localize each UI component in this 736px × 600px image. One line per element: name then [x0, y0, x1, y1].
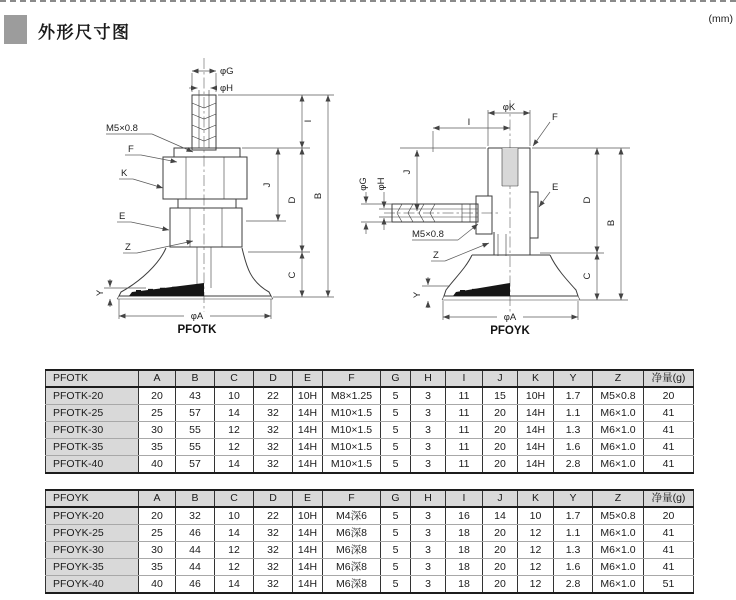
- value-cell: 5: [381, 439, 411, 456]
- value-cell: M8×1.25: [323, 387, 381, 405]
- pfotk-dim-c: C: [287, 271, 298, 279]
- pfotk-dim-phi-g: φG: [220, 66, 234, 77]
- value-cell: 14H: [293, 525, 323, 542]
- value-cell: 11: [446, 387, 483, 405]
- pfotk-dim-y: Y: [95, 289, 106, 297]
- value-cell: 32: [254, 542, 293, 559]
- value-cell: 40: [139, 576, 176, 594]
- page-title: 外形尺寸图: [38, 23, 131, 42]
- value-cell: M6深8: [323, 576, 381, 594]
- table-header-cell: J: [483, 370, 518, 387]
- model-cell: PFOYK-35: [46, 559, 139, 576]
- table-row: [46, 507, 694, 525]
- value-cell: M6×1.0: [593, 525, 644, 542]
- value-cell: 5: [381, 387, 411, 405]
- value-cell: 14H: [518, 405, 554, 422]
- value-cell: 14H: [293, 439, 323, 456]
- value-cell: 44: [176, 542, 215, 559]
- value-cell: 12: [215, 422, 254, 439]
- value-cell: 44: [176, 559, 215, 576]
- table-header-cell: Y: [554, 370, 593, 387]
- value-cell: 14: [215, 405, 254, 422]
- value-cell: 20: [483, 576, 518, 594]
- value-cell: 55: [176, 422, 215, 439]
- value-cell: M6深8: [323, 559, 381, 576]
- value-cell: 2.8: [554, 576, 593, 594]
- table-header-cell: PFOYK: [46, 490, 139, 507]
- pfotk-washer: [174, 148, 240, 157]
- value-cell: 20: [644, 507, 694, 525]
- value-cell: 41: [644, 439, 694, 456]
- value-cell: M6深8: [323, 525, 381, 542]
- pfoyk-label-f: F: [552, 112, 558, 123]
- value-cell: 5: [381, 542, 411, 559]
- table-header-cell: H: [411, 370, 446, 387]
- value-cell: 14H: [518, 456, 554, 474]
- table-header-cell: 净量(g): [644, 370, 694, 387]
- value-cell: 30: [139, 422, 176, 439]
- value-cell: 3: [411, 576, 446, 594]
- pfoyk-dim-c: C: [582, 272, 593, 280]
- pfotk-dim-d: D: [287, 196, 298, 204]
- value-cell: 3: [411, 559, 446, 576]
- value-cell: 22: [254, 387, 293, 405]
- pfotk-dim-i: I: [303, 119, 314, 123]
- table-header-cell: C: [215, 490, 254, 507]
- value-cell: 14H: [293, 405, 323, 422]
- value-cell: 1.6: [554, 439, 593, 456]
- table-header-cell: Y: [554, 490, 593, 507]
- value-cell: M6深8: [323, 542, 381, 559]
- dimension-drawings: [0, 50, 736, 362]
- value-cell: 1.6: [554, 559, 593, 576]
- value-cell: 32: [254, 456, 293, 474]
- pfoyk-caption: PFOYK: [490, 325, 530, 337]
- table-header-cell: F: [323, 370, 381, 387]
- value-cell: 46: [176, 576, 215, 594]
- value-cell: M6×1.0: [593, 542, 644, 559]
- value-cell: 3: [411, 507, 446, 525]
- value-cell: 20: [483, 525, 518, 542]
- table-row: [46, 456, 694, 474]
- value-cell: 14: [215, 456, 254, 474]
- table-header-row: [46, 490, 694, 507]
- value-cell: 1.7: [554, 507, 593, 525]
- value-cell: 5: [381, 405, 411, 422]
- table-header-cell: B: [176, 490, 215, 507]
- value-cell: 35: [139, 559, 176, 576]
- value-cell: 20: [483, 422, 518, 439]
- model-cell: PFOYK-30: [46, 542, 139, 559]
- pfoyk-dim-y: Y: [412, 291, 423, 299]
- value-cell: 14H: [293, 576, 323, 594]
- table-header-row: [46, 370, 694, 387]
- value-cell: 12: [518, 542, 554, 559]
- value-cell: 20: [483, 405, 518, 422]
- value-cell: 5: [381, 456, 411, 474]
- value-cell: 12: [518, 559, 554, 576]
- value-cell: 41: [644, 405, 694, 422]
- value-cell: 3: [411, 525, 446, 542]
- value-cell: 3: [411, 387, 446, 405]
- value-cell: 10H: [518, 387, 554, 405]
- pfotk-thread-label: M5×0.8: [106, 123, 138, 134]
- value-cell: 12: [518, 525, 554, 542]
- value-cell: 1.3: [554, 422, 593, 439]
- pfoyk-dim-phi-a: φA: [503, 312, 517, 323]
- value-cell: 5: [381, 525, 411, 542]
- value-cell: 30: [139, 542, 176, 559]
- value-cell: 41: [644, 525, 694, 542]
- pfoyk-label-z: Z: [433, 250, 439, 261]
- value-cell: 20: [483, 559, 518, 576]
- value-cell: 10H: [293, 507, 323, 525]
- table-header-cell: F: [323, 490, 381, 507]
- value-cell: 12: [215, 542, 254, 559]
- value-cell: 10: [518, 507, 554, 525]
- value-cell: 32: [254, 439, 293, 456]
- value-cell: M6×1.0: [593, 439, 644, 456]
- pfoyk-dim-phi-k: φK: [502, 102, 516, 113]
- value-cell: 22: [254, 507, 293, 525]
- pfotk-label-f: F: [128, 144, 134, 155]
- value-cell: 32: [254, 422, 293, 439]
- value-cell: 15: [483, 387, 518, 405]
- model-cell: PFOYK-25: [46, 525, 139, 542]
- pfoyk-thread-label: M5×0.8: [412, 229, 444, 240]
- value-cell: M6×1.0: [593, 559, 644, 576]
- pfotk-label-k: K: [121, 168, 128, 179]
- value-cell: 5: [381, 559, 411, 576]
- table-row: [46, 439, 694, 456]
- pfoyk-spec-table: [45, 489, 694, 594]
- value-cell: 3: [411, 542, 446, 559]
- value-cell: 20: [139, 387, 176, 405]
- table-header-cell: A: [139, 370, 176, 387]
- value-cell: 5: [381, 507, 411, 525]
- value-cell: 1.1: [554, 525, 593, 542]
- value-cell: 41: [644, 542, 694, 559]
- pfoyk-suction-cup: [444, 255, 578, 296]
- value-cell: 25: [139, 525, 176, 542]
- model-cell: PFOYK-20: [46, 507, 139, 525]
- value-cell: 20: [139, 507, 176, 525]
- table-header-cell: G: [381, 370, 411, 387]
- value-cell: 40: [139, 456, 176, 474]
- value-cell: 46: [176, 525, 215, 542]
- model-cell: PFOTK-35: [46, 439, 139, 456]
- table-header-cell: J: [483, 490, 518, 507]
- value-cell: 1.7: [554, 387, 593, 405]
- value-cell: 12: [215, 439, 254, 456]
- value-cell: 14H: [293, 422, 323, 439]
- table-header-cell: 净量(g): [644, 490, 694, 507]
- value-cell: 11: [446, 439, 483, 456]
- table-row: [46, 559, 694, 576]
- value-cell: 12: [215, 559, 254, 576]
- value-cell: 18: [446, 525, 483, 542]
- table-header-cell: G: [381, 490, 411, 507]
- value-cell: 16: [446, 507, 483, 525]
- table-header-cell: E: [293, 490, 323, 507]
- value-cell: 3: [411, 405, 446, 422]
- value-cell: 2.8: [554, 456, 593, 474]
- value-cell: M6×1.0: [593, 456, 644, 474]
- table-header-cell: K: [518, 370, 554, 387]
- table-row: [46, 542, 694, 559]
- value-cell: M6×1.0: [593, 422, 644, 439]
- table-header-cell: K: [518, 490, 554, 507]
- pfoyk-dim-d: D: [582, 196, 593, 204]
- table-header-cell: C: [215, 370, 254, 387]
- pfotk-section-fill: [129, 283, 204, 296]
- page-top-perforation: [0, 0, 736, 2]
- pfoyk-dim-j: J: [402, 169, 413, 175]
- table-header-cell: I: [446, 490, 483, 507]
- pfotk-dim-j: J: [262, 182, 273, 188]
- value-cell: 14H: [293, 559, 323, 576]
- value-cell: 1.1: [554, 405, 593, 422]
- value-cell: M5×0.8: [593, 387, 644, 405]
- table-header-cell: PFOTK: [46, 370, 139, 387]
- table-row: [46, 405, 694, 422]
- value-cell: 57: [176, 456, 215, 474]
- value-cell: M6×1.0: [593, 405, 644, 422]
- value-cell: 14: [215, 576, 254, 594]
- value-cell: M10×1.5: [323, 405, 381, 422]
- value-cell: 25: [139, 405, 176, 422]
- value-cell: 10: [215, 507, 254, 525]
- value-cell: 18: [446, 559, 483, 576]
- value-cell: M4深6: [323, 507, 381, 525]
- pfotk-spec-table: [45, 369, 694, 474]
- pfoyk-dim-b: B: [606, 219, 617, 227]
- value-cell: 14H: [518, 422, 554, 439]
- value-cell: 32: [254, 576, 293, 594]
- value-cell: 32: [254, 559, 293, 576]
- value-cell: 41: [644, 422, 694, 439]
- value-cell: 32: [254, 405, 293, 422]
- table-header-cell: B: [176, 370, 215, 387]
- pfotk-hex-nut: [163, 157, 247, 199]
- value-cell: 20: [483, 456, 518, 474]
- pfoyk-label-e: E: [552, 182, 559, 193]
- value-cell: 18: [446, 576, 483, 594]
- table-header-cell: Z: [593, 490, 644, 507]
- pfoyk-dim-phi-g: φG: [358, 177, 369, 191]
- pfotk-dim-b: B: [313, 192, 324, 200]
- value-cell: 5: [381, 576, 411, 594]
- value-cell: 51: [644, 576, 694, 594]
- model-cell: PFOTK-30: [46, 422, 139, 439]
- section-marker-square: [4, 15, 27, 44]
- value-cell: 20: [644, 387, 694, 405]
- value-cell: 20: [483, 542, 518, 559]
- value-cell: 18: [446, 542, 483, 559]
- table-row: [46, 422, 694, 439]
- model-cell: PFOTK-40: [46, 456, 139, 474]
- model-cell: PFOYK-40: [46, 576, 139, 594]
- table-header-cell: D: [254, 490, 293, 507]
- value-cell: 32: [176, 507, 215, 525]
- value-cell: 20: [483, 439, 518, 456]
- pfotk-dim-phi-h: φH: [220, 83, 234, 94]
- value-cell: 1.3: [554, 542, 593, 559]
- table-header-cell: E: [293, 370, 323, 387]
- value-cell: 11: [446, 456, 483, 474]
- value-cell: M5×0.8: [593, 507, 644, 525]
- value-cell: 10: [215, 387, 254, 405]
- value-cell: 11: [446, 405, 483, 422]
- pfotk-caption: PFOTK: [177, 324, 217, 336]
- value-cell: 14H: [293, 456, 323, 474]
- table-header-cell: A: [139, 490, 176, 507]
- value-cell: 43: [176, 387, 215, 405]
- value-cell: 14H: [518, 439, 554, 456]
- pfoyk-dim-i: I: [467, 117, 471, 128]
- pfotk-label-e: E: [119, 211, 126, 222]
- unit-label: (mm): [708, 13, 733, 25]
- value-cell: 41: [644, 559, 694, 576]
- value-cell: 32: [254, 525, 293, 542]
- value-cell: 10H: [293, 387, 323, 405]
- value-cell: 14: [483, 507, 518, 525]
- pfotk-label-z: Z: [125, 242, 131, 253]
- pfotk-dim-phi-a: φA: [190, 311, 204, 322]
- table-header-cell: I: [446, 370, 483, 387]
- value-cell: M10×1.5: [323, 422, 381, 439]
- table-row: [46, 387, 694, 405]
- value-cell: 3: [411, 439, 446, 456]
- pfotk-lower-nut: [170, 208, 242, 247]
- value-cell: 41: [644, 456, 694, 474]
- pfoyk-drawing: [358, 100, 630, 337]
- value-cell: 57: [176, 405, 215, 422]
- value-cell: 12: [518, 576, 554, 594]
- value-cell: 11: [446, 422, 483, 439]
- pfoyk-section-fill: [453, 283, 510, 296]
- model-cell: PFOTK-25: [46, 405, 139, 422]
- value-cell: 14: [215, 525, 254, 542]
- value-cell: M10×1.5: [323, 439, 381, 456]
- table-row: [46, 576, 694, 594]
- value-cell: 14H: [293, 542, 323, 559]
- table-header-cell: H: [411, 490, 446, 507]
- table-header-cell: D: [254, 370, 293, 387]
- value-cell: 5: [381, 422, 411, 439]
- value-cell: 35: [139, 439, 176, 456]
- value-cell: 55: [176, 439, 215, 456]
- value-cell: 3: [411, 456, 446, 474]
- value-cell: M6×1.0: [593, 576, 644, 594]
- value-cell: 3: [411, 422, 446, 439]
- table-header-cell: Z: [593, 370, 644, 387]
- table-row: [46, 525, 694, 542]
- model-cell: PFOTK-20: [46, 387, 139, 405]
- pfotk-drawing: [95, 58, 334, 336]
- pfoyk-dim-phi-h: φH: [376, 177, 387, 191]
- value-cell: M10×1.5: [323, 456, 381, 474]
